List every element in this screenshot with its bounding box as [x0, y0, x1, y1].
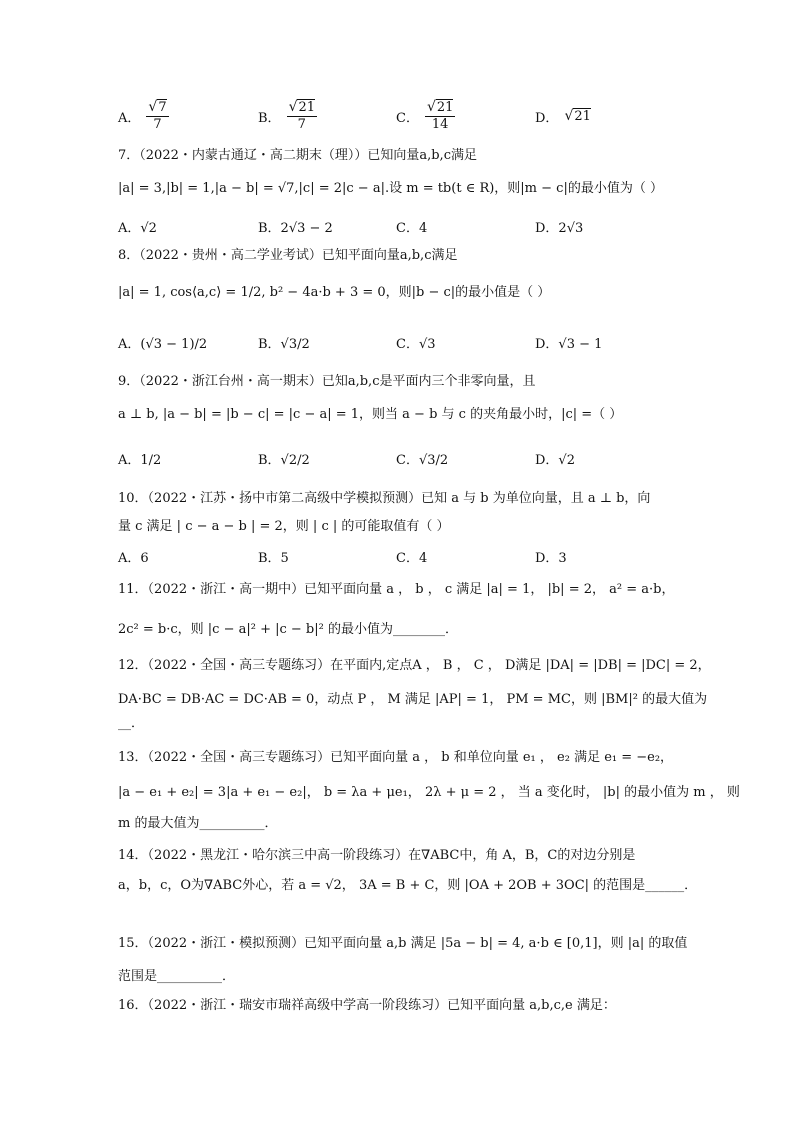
q7-option-d: D．2√3	[535, 220, 584, 236]
q9-stem-line2: a ⊥ b, |a − b| = |b − c| = |c − a| = 1，则当 a − b 与 c 的夹角最小时，|c| =（ ）	[118, 407, 623, 422]
q8-option-b: B．√3/2	[258, 336, 310, 352]
q7-option-b: B．2√3 − 2	[258, 220, 333, 236]
q8-stem-line1: 8．（2022・贵州・高二学业考试）已知平面向量a,b,c满足	[118, 248, 458, 263]
q10-option-c: C．4	[396, 550, 428, 566]
q7-stem-line1: 7．（2022・内蒙古通辽・高二期末（理））已知向量a,b,c满足	[118, 148, 477, 163]
q9-stem-line1: 9．（2022・浙江台州・高一期末）已知a,b,c是平面内三个非零向量，且	[118, 374, 536, 389]
q9-option-a: A．1/2	[118, 452, 162, 468]
q9-option-c: C．√3/2	[396, 452, 449, 468]
q7-option-c: C．4	[396, 220, 428, 236]
q9-option-d: D．√2	[535, 452, 575, 468]
q6-option-d: D． √ 21	[535, 108, 591, 126]
q9-option-b: B．√2/2	[258, 452, 310, 468]
q14-stem-line2: a，b，c，O为∇ABC外心，若 a = √2， 3A = B + C，则 |OA + 2OB + 3OC| 的范围是______．	[118, 878, 698, 893]
q11-stem-line2: 2c² = b·c，则 |c − a|² + |c − b|² 的最小值为________．	[118, 622, 458, 637]
q10-stem-line1: 10．（2022・江苏・扬中市第二高级中学模拟预测）已知 a 与 b 为单位向量，且 a ⊥ b，向	[118, 491, 651, 506]
q15-stem-line1: 15．（2022・浙江・模拟预测）已知平面向量 a,b 满足 |5a − b| = 4, a·b ∈ [0,1]，则 |a| 的取值	[118, 936, 688, 951]
q13-stem-line2: |a − e₁ + e₂| = 3|a + e₁ − e₂|， b = λa + μe₁， 2λ + μ = 2 ， 当 a 变化时， |b| 的最小值为 m ， 则	[118, 785, 740, 800]
q8-stem-line2: |a| = 1, cos⟨a,c⟩ = 1/2, b² − 4a·b + 3 = 0，则|b − c|的最小值是（ ）	[118, 285, 551, 300]
q10-option-b: B．5	[258, 550, 289, 566]
q8-option-c: C．√3	[396, 336, 436, 352]
q6-options	[118, 96, 718, 136]
q10-stem-line2: 量 c 满足 | c − a − b | = 2，则 | c | 的可能取值有（ ）	[118, 519, 450, 534]
q6-option-c: C． $\frac{√21}{14}$	[396, 99, 454, 132]
q8-options	[118, 322, 718, 362]
q9-options	[118, 438, 718, 478]
q12-stem-line3: __．	[118, 716, 145, 731]
q11-stem-line1: 11．（2022・浙江・高一期中）已知平面向量 a ， b ， c 满足 |a| = 1， |b| = 2， a² = a·b，	[118, 582, 675, 597]
q6-option-b: B． $\frac{√21}{7}$	[258, 99, 316, 132]
q7-options	[118, 206, 718, 246]
q13-stem-line3: m 的最大值为__________．	[118, 816, 278, 831]
q13-stem-line1: 13．（2022・全国・高三专题练习）已知平面向量 a ， b 和单位向量 e₁ ， e₂ 满足 e₁ = −e₂，	[118, 750, 674, 765]
q7-stem-line2: |a| = 3,|b| = 1,|a − b| = √7,|c| = 2|c − a|.设 m = tb(t ∈ R)，则|m − c|的最小值为（ ）	[118, 181, 663, 196]
q16-stem-line1: 16．（2022・浙江・瑞安市瑞祥高级中学高一阶段练习）已知平面向量 a,b,c,e 满足：	[118, 998, 616, 1013]
q8-option-d: D．√3 − 1	[535, 336, 603, 352]
q14-stem-line1: 14．（2022・黑龙江・哈尔滨三中高一阶段练习）在∇ABC中，角 A，B，C的对边分别是	[118, 848, 636, 863]
q10-options	[118, 536, 718, 576]
q7-option-a: A．√2	[118, 220, 157, 236]
q10-option-a: A．6	[118, 550, 149, 566]
q15-stem-line2: 范围是__________．	[118, 969, 236, 984]
q12-stem-line1: 12．（2022・全国・高三专题练习）在平面内,定点A ， B ， C ， D满足 |DA| = |DB| = |DC| = 2，	[118, 658, 711, 673]
q10-option-d: D．3	[535, 550, 567, 566]
q8-option-a: A．(√3 − 1)/2	[118, 336, 208, 352]
q6-option-a: A． $\frac{√7}{7}$	[118, 99, 167, 132]
q12-stem-line2: DA·BC = DB·AC = DC·AB = 0，动点 P ， M 满足 |AP| = 1， PM = MC，则 |BM|² 的最大值为	[118, 692, 708, 707]
